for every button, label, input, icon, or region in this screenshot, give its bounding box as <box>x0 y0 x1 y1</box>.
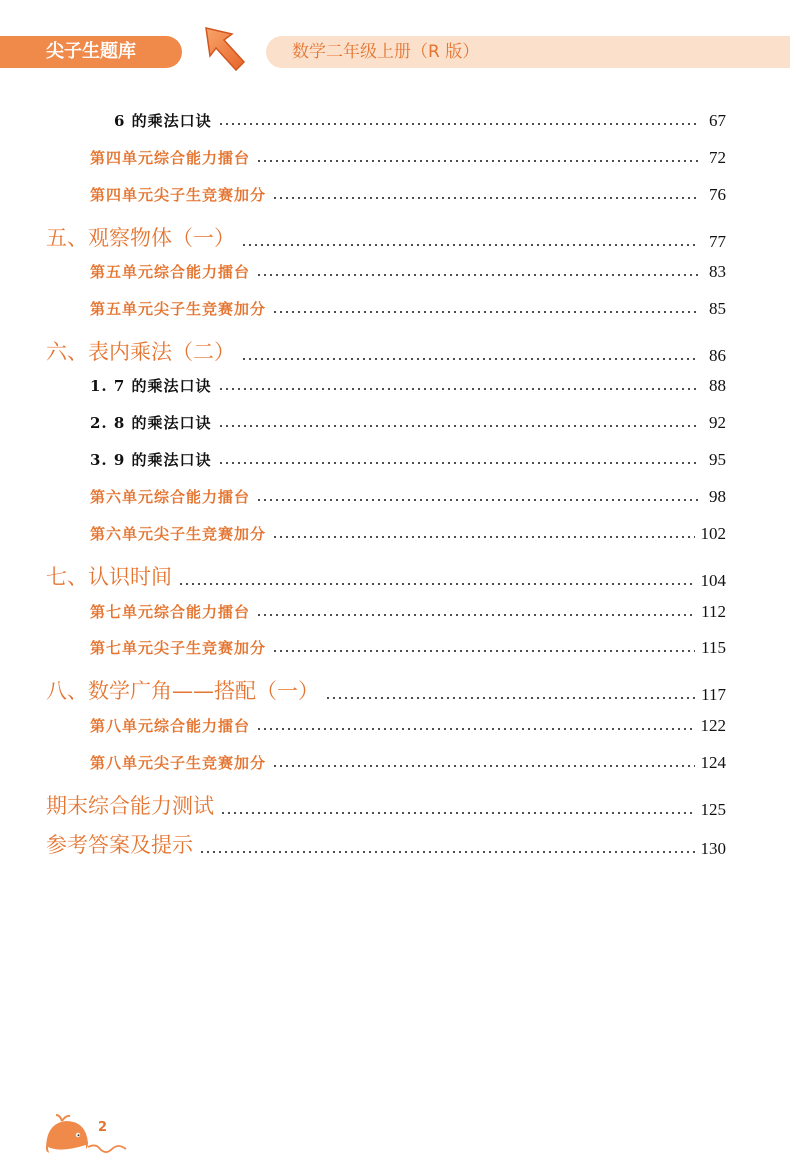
toc-entry-page: 88 <box>709 376 726 395</box>
toc-entry-title: 6 的乘法口诀 <box>114 112 212 130</box>
toc-entry-page: 130 <box>700 839 726 858</box>
toc-entry-page: 76 <box>709 185 726 204</box>
toc-entry-chapter <box>46 675 726 705</box>
toc-entry-unit <box>90 486 726 507</box>
toc-entry-page: 104 <box>700 571 726 590</box>
toc-entry-title: 参考答案及提示 <box>46 833 193 857</box>
toc-entry-lesson <box>90 449 726 470</box>
toc-entry-chapter <box>46 790 726 820</box>
toc-entry-page: 86 <box>709 346 726 365</box>
dot-leader <box>256 274 698 276</box>
dot-leader <box>218 388 698 390</box>
toc-entry-page: 83 <box>709 262 726 281</box>
dot-leader <box>241 358 698 360</box>
dot-leader <box>272 311 698 313</box>
toc-entry-title: 第四单元综合能力擂台 <box>90 149 251 167</box>
dot-leader <box>218 425 698 427</box>
toc-entry-title: 第五单元综合能力擂台 <box>90 263 251 281</box>
toc-entry-page: 95 <box>709 450 726 469</box>
toc-entry-chapter <box>46 336 726 366</box>
dot-leader <box>272 765 694 767</box>
series-title: 尖子生题库 <box>46 41 136 62</box>
dot-leader <box>220 812 695 814</box>
toc-entry-page: 125 <box>700 800 726 819</box>
book-title-banner <box>266 36 790 68</box>
toc-entry-chapter <box>46 829 726 859</box>
toc-entry-title: 第五单元尖子生竞赛加分 <box>90 300 267 318</box>
dot-leader <box>218 462 698 464</box>
dot-leader <box>272 197 698 199</box>
toc-entry-title: 五、观察物体（一） <box>46 226 235 250</box>
toc-entry-title: 第七单元尖子生竞赛加分 <box>90 639 267 657</box>
toc-entry-title: 七、认识时间 <box>46 565 172 589</box>
toc-entry-title: 第八单元综合能力擂台 <box>90 717 251 735</box>
toc-entry-page: 112 <box>701 602 726 621</box>
toc-entry-title: 第八单元尖子生竞赛加分 <box>90 754 267 772</box>
toc-entry-lesson <box>114 110 726 131</box>
toc-entry-unit <box>90 298 726 319</box>
toc-entry-unit <box>90 601 726 622</box>
toc-entry-page: 77 <box>709 232 726 251</box>
dot-leader <box>241 244 698 246</box>
dot-leader <box>256 160 698 162</box>
toc-entry-title: 第七单元综合能力擂台 <box>90 603 251 621</box>
toc-entry-unit <box>90 523 726 544</box>
dot-leader <box>272 650 695 652</box>
toc-entry-page: 115 <box>701 638 726 657</box>
toc-entry-page: 67 <box>709 111 726 130</box>
toc-entry-unit <box>90 147 726 168</box>
toc-entry-chapter <box>46 222 726 252</box>
dot-leader <box>256 728 694 730</box>
whale-icon <box>40 1113 130 1157</box>
toc-entry-page: 124 <box>700 753 726 772</box>
up-arrow-icon <box>198 24 250 74</box>
dot-leader <box>272 536 694 538</box>
page-number: 2 <box>98 1120 108 1135</box>
toc-entry-title: 第六单元尖子生竞赛加分 <box>90 525 267 543</box>
series-title-banner <box>0 36 182 68</box>
toc-entry-unit <box>90 752 726 773</box>
dot-leader <box>325 697 695 699</box>
toc-entry-page: 85 <box>709 299 726 318</box>
book-title: 数学二年级上册（R 版） <box>292 42 480 62</box>
toc-entry-title: 六、表内乘法（二） <box>46 340 235 364</box>
toc-entry-chapter <box>46 561 726 591</box>
toc-entry-unit <box>90 184 726 205</box>
dot-leader <box>256 499 698 501</box>
toc-entry-title: 1. 7 的乘法口诀 <box>90 377 212 395</box>
dot-leader <box>218 123 698 125</box>
toc-entry-title: 第六单元综合能力擂台 <box>90 488 251 506</box>
toc-entry-lesson <box>90 375 726 396</box>
dot-leader <box>199 851 695 853</box>
toc-entry-unit <box>90 261 726 282</box>
toc-entry-lesson <box>90 412 726 433</box>
toc-entry-page: 102 <box>700 524 726 543</box>
toc-entry-unit <box>90 715 726 736</box>
toc-entry-title: 八、数学广角——搭配（一） <box>46 679 319 703</box>
toc-entry-page: 92 <box>709 413 726 432</box>
toc-entry-page: 117 <box>701 685 726 704</box>
toc-entry-page: 72 <box>709 148 726 167</box>
toc-entry-title: 3. 9 的乘法口诀 <box>90 451 212 469</box>
dot-leader <box>178 583 695 585</box>
toc-entry-unit <box>90 637 726 658</box>
dot-leader <box>256 614 695 616</box>
toc-entry-page: 122 <box>700 716 726 735</box>
toc-entry-title: 期末综合能力测试 <box>46 794 214 818</box>
toc-entry-title: 2. 8 的乘法口诀 <box>90 414 212 432</box>
toc-entry-page: 98 <box>709 487 726 506</box>
toc-entry-title: 第四单元尖子生竞赛加分 <box>90 186 267 204</box>
